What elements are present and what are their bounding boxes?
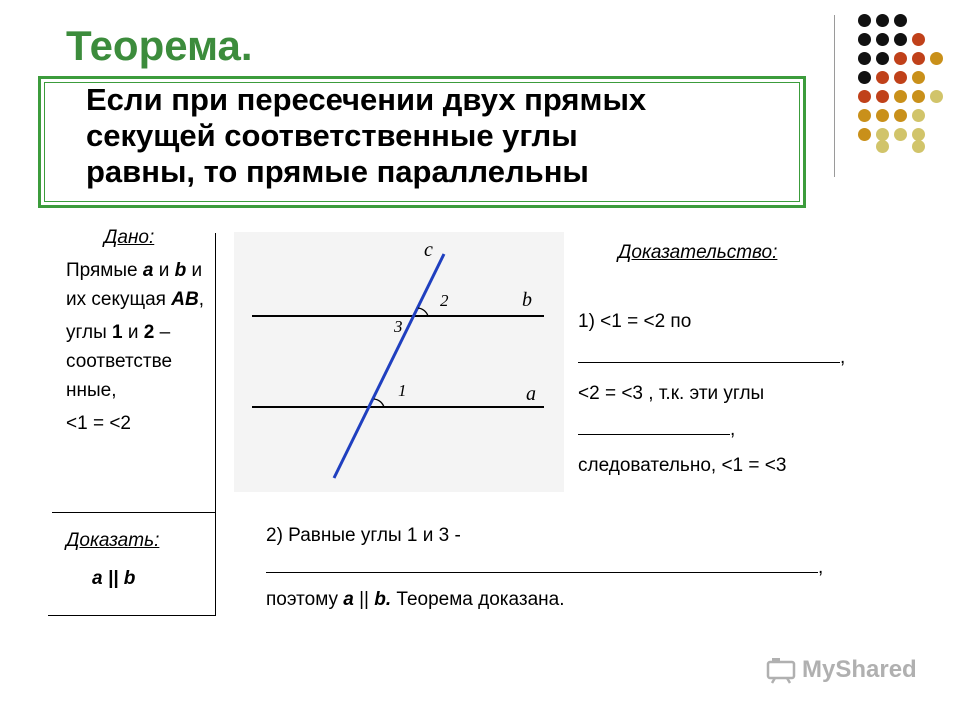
line-a-label: а: [142, 260, 154, 281]
proof-punct: ,: [818, 557, 824, 578]
decor-dot: [858, 52, 871, 65]
decor-dot: [858, 71, 871, 84]
angle-1-label: 1: [112, 322, 123, 343]
decor-dot: [876, 109, 889, 122]
figure-background: [234, 232, 564, 492]
proof-line: 1) <1 = <2 по: [578, 311, 692, 332]
label-b: b: [522, 289, 532, 311]
proof-punct: ,: [730, 419, 736, 440]
theorem-line-1: Если при пересечении двух прямых: [86, 82, 647, 117]
decor-dot: [894, 14, 907, 27]
decor-dot: [894, 90, 907, 103]
fill-in-blank: [578, 346, 840, 363]
proof-blank-line: [578, 340, 878, 376]
parallel-lines-figure: [234, 232, 564, 492]
given-equality: <1 = <2: [66, 413, 131, 434]
decor-dot: [912, 90, 925, 103]
label-angle-1: 1: [398, 381, 407, 400]
proof-line: следовательно, <1 = <3: [578, 455, 787, 476]
proof-step-1: [578, 304, 878, 484]
watermark-logo: [766, 656, 917, 684]
watermark-text: MyShared: [802, 656, 917, 683]
proof-punct: ,: [840, 347, 846, 368]
slide-title: Теорема.: [66, 22, 253, 69]
decor-dot: [876, 140, 889, 153]
decor-dot-grid: [850, 14, 950, 154]
proof-blank-line: [578, 412, 878, 448]
decor-dot: [894, 128, 907, 141]
decor-divider: [834, 15, 835, 177]
given-lines: [66, 256, 206, 314]
given-divider-vertical: [215, 233, 216, 615]
decor-dot: [912, 52, 925, 65]
fill-in-blank: [578, 418, 730, 435]
proof-line: 2) Равные углы 1 и 3 -: [266, 525, 461, 546]
decor-dot: [858, 128, 871, 141]
decor-dot: [912, 33, 925, 46]
theorem-line-3: равны, то прямые параллельны: [86, 154, 589, 189]
given-text: и их секущая: [66, 260, 203, 310]
proof-step-2: [266, 520, 866, 616]
theorem-statement: [86, 82, 786, 190]
proof-blank-line: [266, 552, 866, 584]
decor-dot: [912, 71, 925, 84]
decor-dot: [930, 90, 943, 103]
decor-dot: [894, 109, 907, 122]
given-text: и: [153, 260, 175, 281]
decor-dot: [858, 90, 871, 103]
proof-text: поэтому: [266, 589, 344, 610]
decor-dot: [876, 90, 889, 103]
label-c: c: [424, 239, 433, 261]
given-text: Прямые: [66, 260, 143, 281]
secant-label: АВ: [171, 289, 199, 310]
prove-statement: a || b: [92, 568, 136, 589]
decor-dot: [894, 33, 907, 46]
proof-heading: Доказательство:: [618, 242, 778, 263]
given-divider-horizontal: [52, 512, 216, 513]
prove-divider-bottom: [48, 615, 216, 616]
decor-dot: [858, 33, 871, 46]
fill-in-blank: [266, 556, 818, 573]
line-b-label: b.: [374, 589, 392, 610]
label-angle-2: 2: [440, 291, 449, 310]
proof-line: <2 = <3 , т.к. эти углы: [578, 383, 765, 404]
line-b-label: b: [174, 260, 187, 281]
decor-dot: [894, 71, 907, 84]
decor-dot: [858, 14, 871, 27]
label-a: a: [526, 383, 536, 405]
decor-dot: [876, 14, 889, 27]
proof-text: Теорема доказана.: [391, 589, 565, 610]
line-a-label: а: [343, 589, 354, 610]
theorem-line-2: секущей соответственные углы: [86, 118, 578, 153]
angle-2-label: 2: [143, 322, 155, 343]
label-angle-3: 3: [394, 317, 403, 336]
decor-dot: [894, 52, 907, 65]
proof-conclusion: [266, 584, 866, 616]
projector-icon: [766, 656, 796, 684]
decor-dot: [876, 52, 889, 65]
decor-dot: [876, 33, 889, 46]
proof-text: ||: [353, 589, 375, 610]
prove-heading: Доказать:: [66, 530, 160, 551]
decor-dot: [912, 140, 925, 153]
given-text: углы: [66, 322, 113, 343]
given-angles: [66, 318, 206, 405]
given-heading: Дано:: [104, 227, 155, 248]
given-text: – соответстве нные,: [66, 322, 173, 401]
decor-dot: [912, 109, 925, 122]
decor-dot: [858, 109, 871, 122]
given-conditions: [66, 256, 206, 442]
decor-dot: [876, 71, 889, 84]
given-text: ,: [198, 289, 204, 310]
given-text: и: [122, 322, 144, 343]
decor-dot: [930, 52, 943, 65]
